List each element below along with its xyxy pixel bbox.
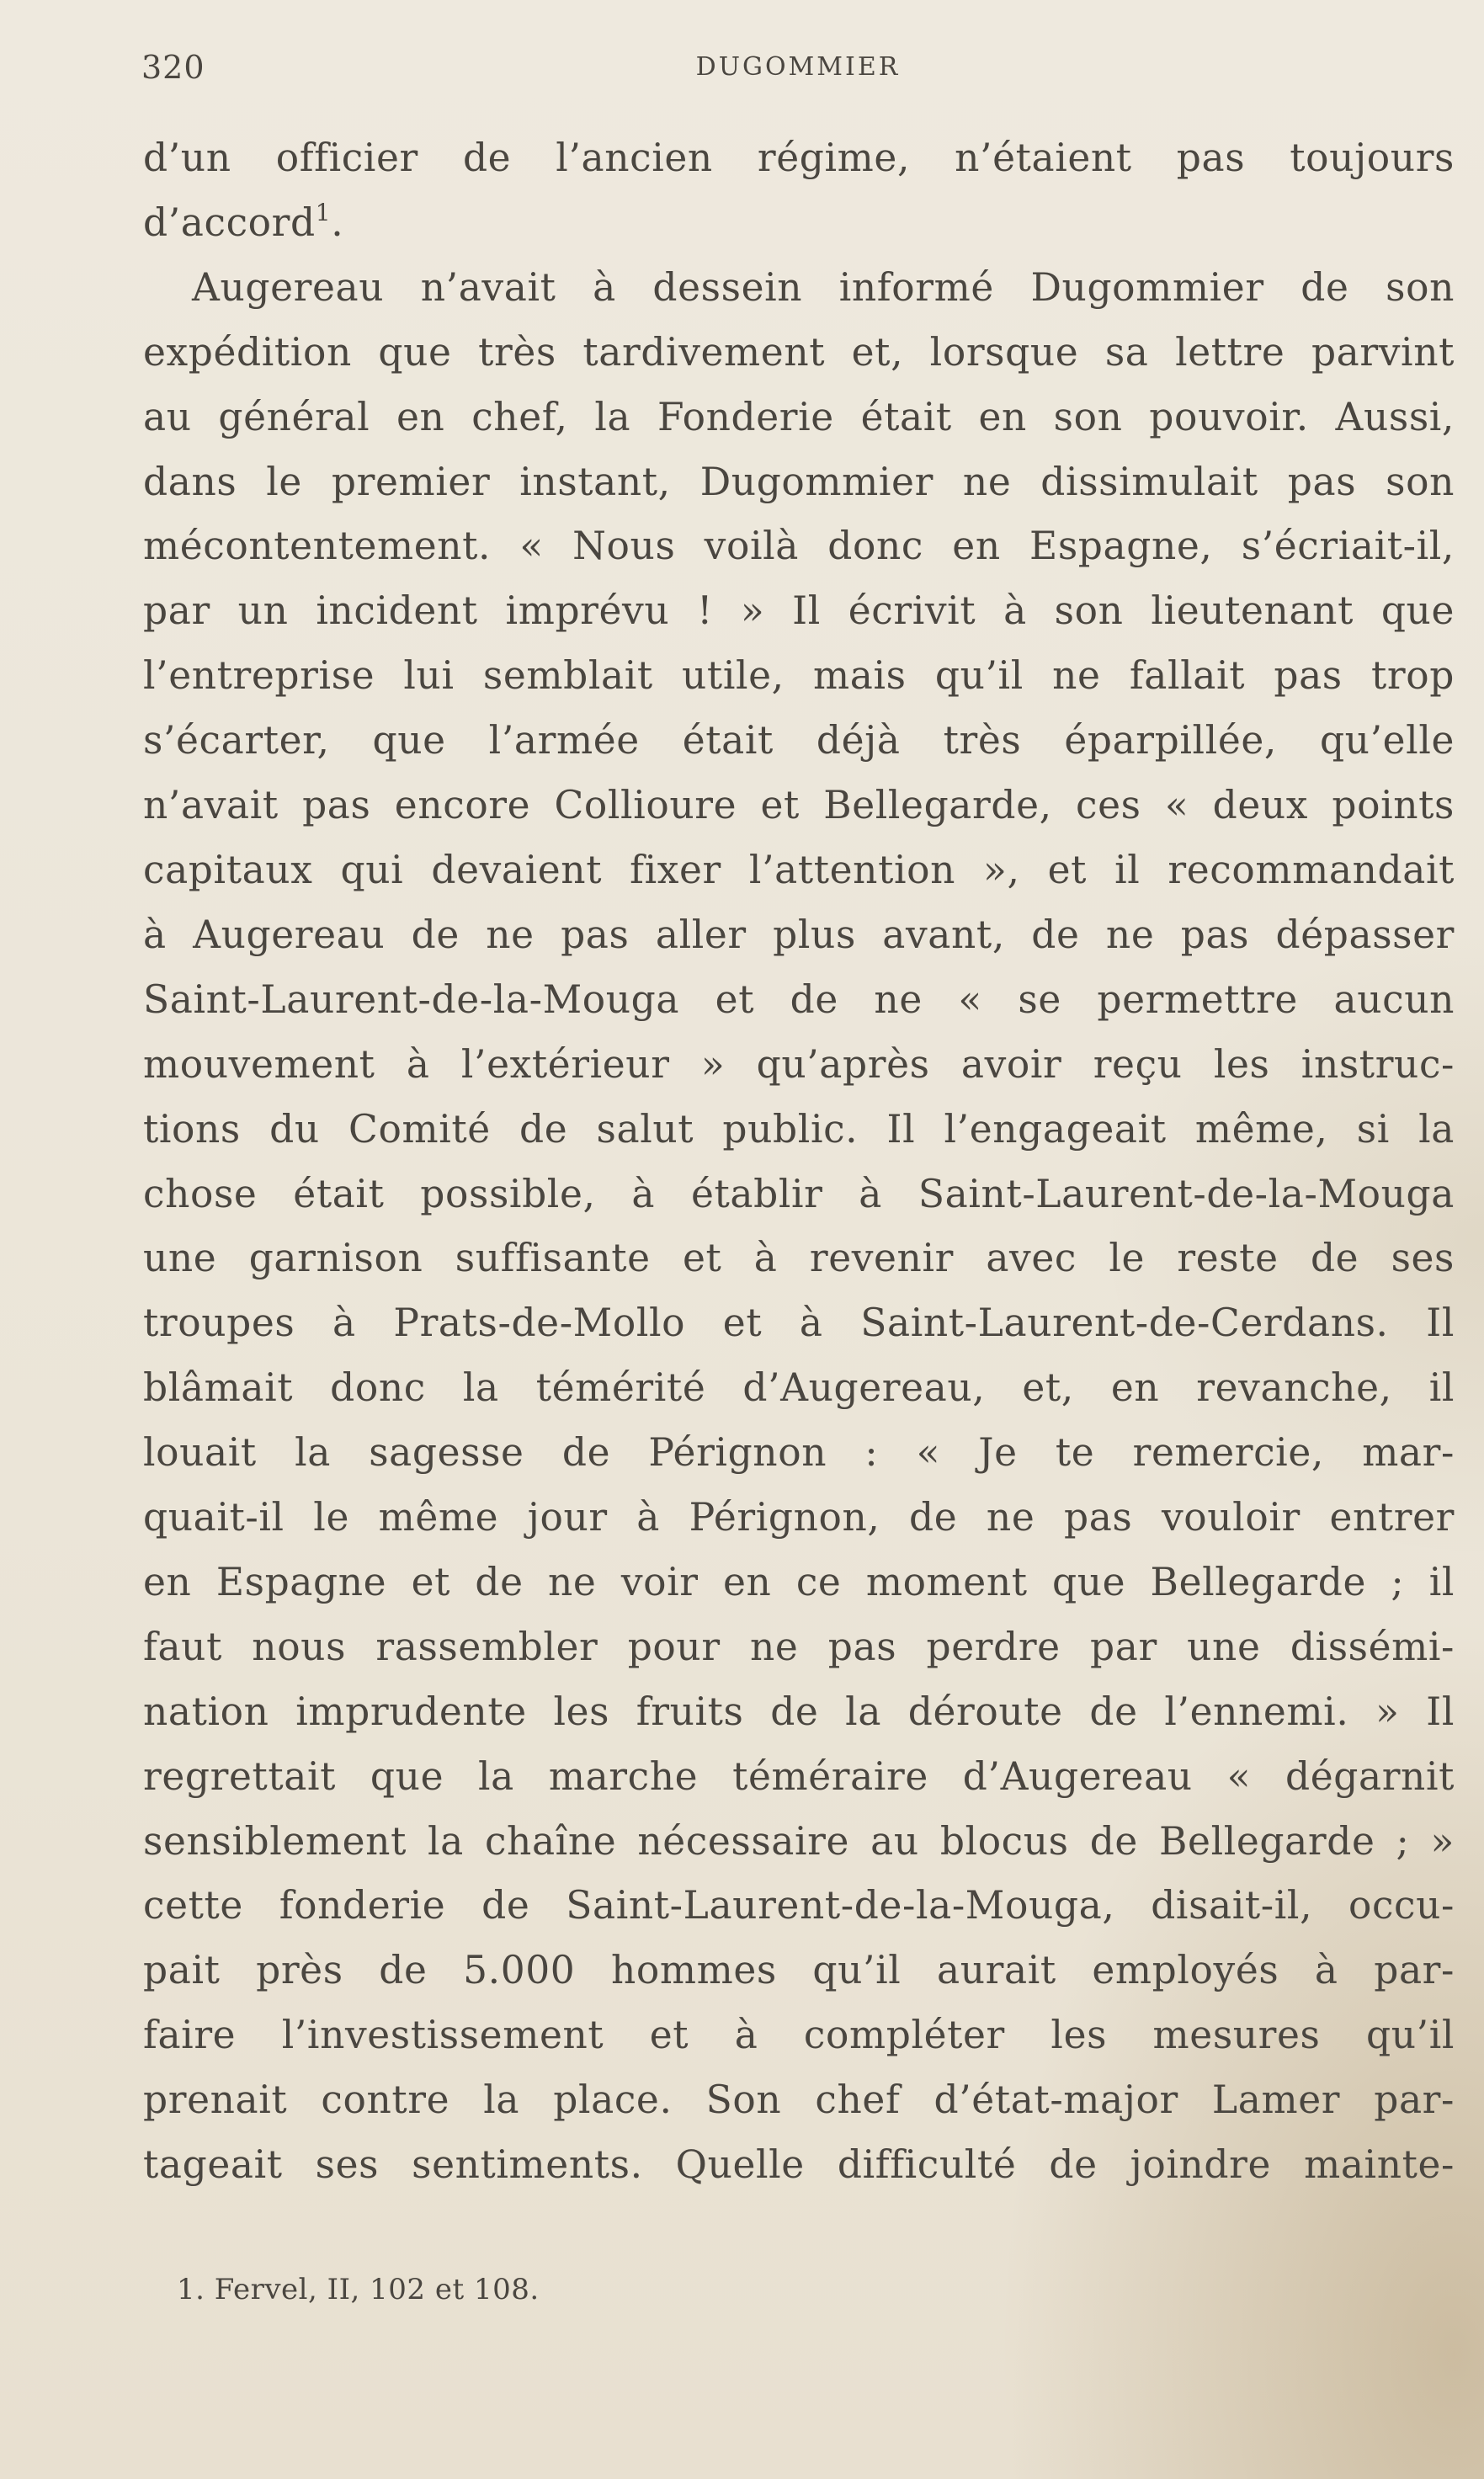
text-line: capitaux qui devaient fixer l’attention », et il recommandait <box>143 847 1455 892</box>
text-line: prenait contre la place. Son chef d’état-major Lamer par- <box>143 2077 1455 2123</box>
text-line: troupes à Prats-de-Mollo et à Saint-Laurent-de-Cerdans. Il <box>143 1301 1455 1346</box>
text-line: par un incident imprévu ! » Il écrivit à son lieutenant que <box>143 588 1455 634</box>
text-line: quait-il le même jour à Pérignon, de ne pas vouloir entrer <box>143 1495 1455 1540</box>
text-line: cette fonderie de Saint-Laurent-de-la-Mouga, disait-il, occu- <box>143 1883 1455 1928</box>
text-line: sensiblement la chaîne nécessaire au blocus de Bellegarde ; » <box>143 1818 1455 1864</box>
footnote-reference[interactable]: 1 <box>315 198 332 226</box>
text-line: faire l’investissement et à compléter les mesures qu’il <box>143 2013 1455 2058</box>
text-line: s’écarter, que l’armée était déjà très éparpillée, qu’elle <box>143 718 1455 763</box>
text-line: en Espagne et de ne voir en ce moment que Bellegarde ; il <box>143 1559 1455 1604</box>
text-line <box>143 191 1455 256</box>
text-line: nation imprudente les fruits de la déroute de l’ennemi. » Il <box>143 1689 1455 1734</box>
text-line: à Augereau de ne pas aller plus avant, de ne pas dépasser <box>143 912 1455 957</box>
text-line: tageait ses sentiments. Quelle difficulté de joindre mainte- <box>143 2142 1455 2188</box>
body-text <box>143 126 1455 2198</box>
text-line: d’un officier de l’ancien régime, n’étaient pas toujours <box>143 136 1455 180</box>
text-line: l’entreprise lui semblait utile, mais qu’il ne fallait pas trop <box>143 653 1455 699</box>
text-line: blâmait donc la témérité d’Augereau, et, en revanche, il <box>143 1365 1455 1411</box>
text-line: mécontentement. « Nous voilà donc en Espagne, s’écriait-il, <box>143 524 1455 569</box>
text-line: n’avait pas encore Collioure et Bellegarde, ces « deux points <box>143 783 1455 828</box>
paragraph-first-line: Augereau n’avait à dessein informé Dugommier de son <box>192 264 1455 310</box>
text-line: expédition que très tardivement et, lorsque sa lettre parvint <box>143 329 1455 375</box>
text-line: une garnison suffisante et à revenir avec le reste de ses <box>143 1236 1455 1281</box>
text-line: dans le premier instant, Dugommier ne dissimulait pas son <box>143 459 1455 504</box>
text-line: faut nous rassembler pour ne pas perdre par une dissémi- <box>143 1624 1455 1669</box>
text-line: chose était possible, à établir à Saint-Laurent-de-la-Mouga <box>143 1171 1455 1216</box>
text-line: pait près de 5.000 hommes qu’il aurait employés à par- <box>143 1948 1455 1993</box>
footnote: 1. Fervel, II, 102 et 108. <box>177 2273 540 2306</box>
text-line: mouvement à l’extérieur » qu’après avoir reçu les instruc- <box>143 1041 1455 1087</box>
text-line-end: . <box>331 199 344 245</box>
page-header <box>141 49 1455 99</box>
text-line: tions du Comité de salut public. Il l’engageait même, si la <box>143 1106 1455 1152</box>
text-line: louait la sagesse de Pérignon : « Je te remercie, mar- <box>143 1430 1455 1476</box>
text-line: regrettait que la marche téméraire d’Augereau « dégarnit <box>143 1753 1455 1799</box>
running-title: DUGOMMIER <box>695 52 901 82</box>
text-line-content: d’accord <box>143 199 316 245</box>
page-number: 320 <box>141 49 205 86</box>
text-line: Saint-Laurent-de-la-Mouga et de ne « se permettre aucun <box>143 976 1455 1022</box>
text-line: au général en chef, la Fonderie était en son pouvoir. Aussi, <box>143 394 1455 439</box>
